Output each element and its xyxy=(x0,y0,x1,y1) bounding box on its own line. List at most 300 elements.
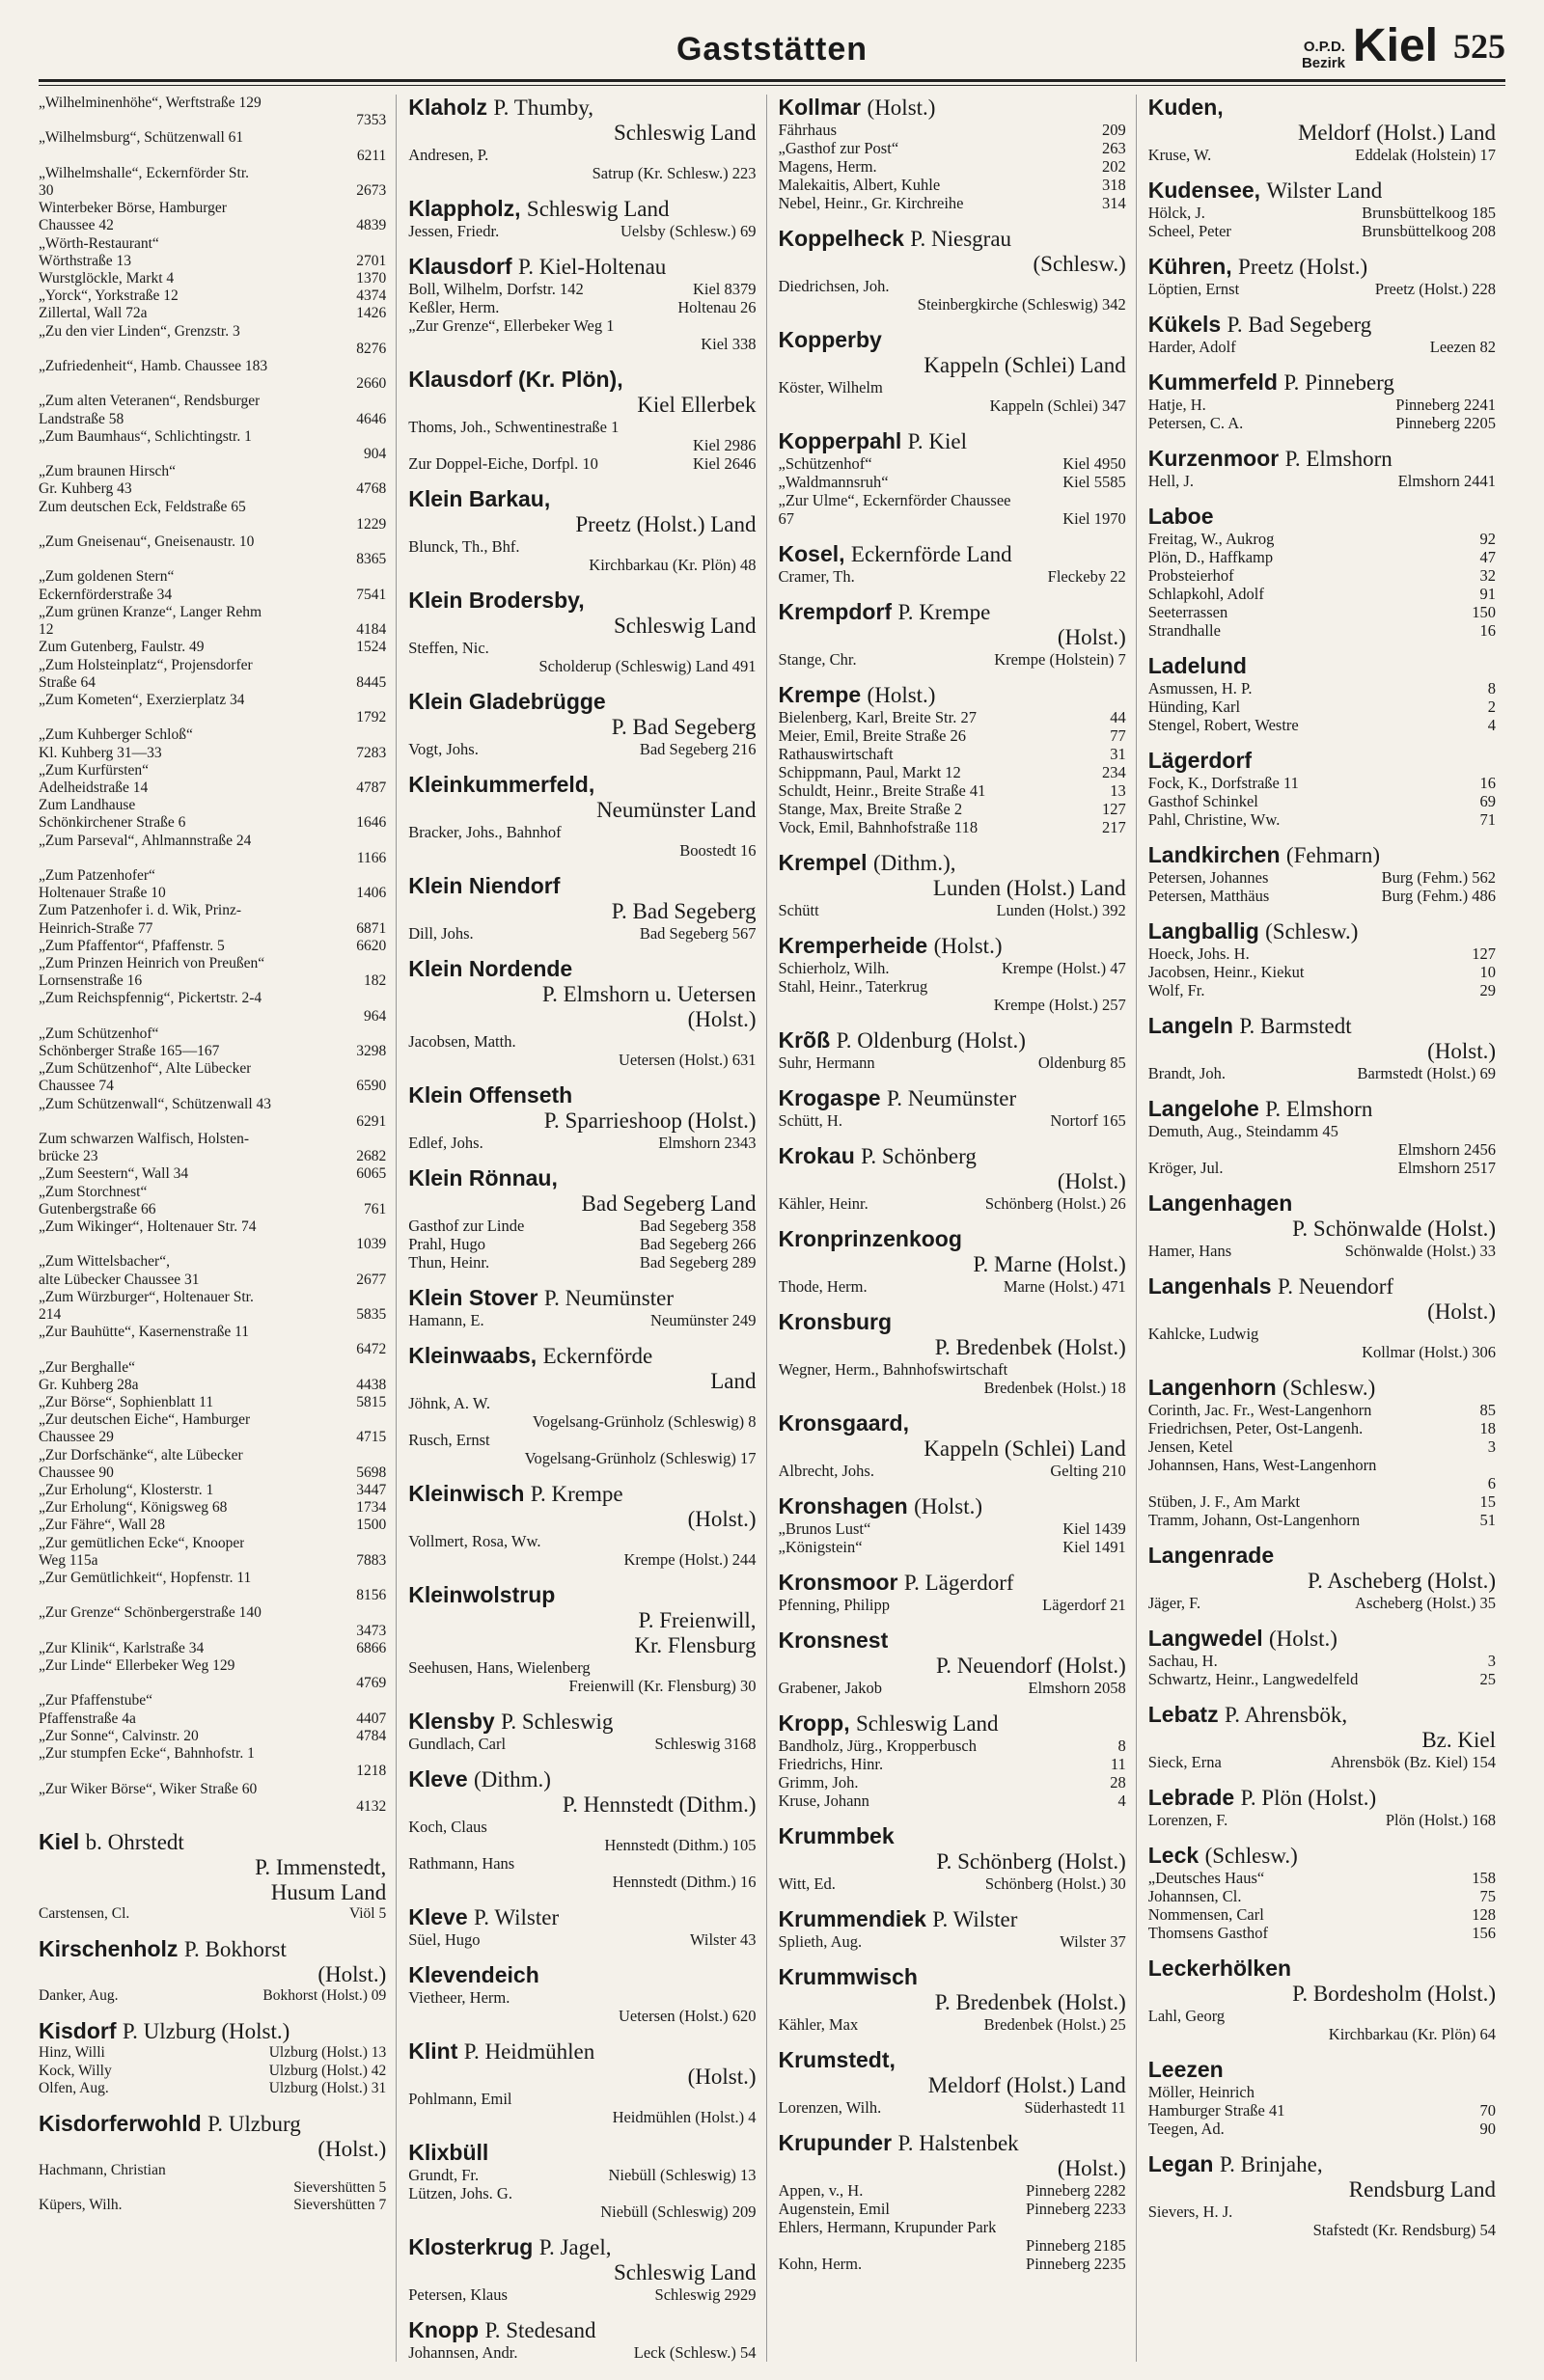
entry-name: Pohlmann, Emil xyxy=(408,2090,512,2108)
entry-phone: 1370 xyxy=(356,270,387,287)
entry-name: „Zum Baumhaus“, Schlichtingstr. 1 xyxy=(39,427,252,445)
entry-name: Küpers, Wilh. xyxy=(39,2197,123,2214)
place-block xyxy=(408,1082,756,1152)
entry-phone: 150 xyxy=(1472,603,1496,621)
entry-row xyxy=(39,428,386,446)
entry-name: Pfenning, Philipp xyxy=(778,1596,891,1614)
entry-row xyxy=(1148,1242,1496,1260)
place-block xyxy=(408,486,756,574)
place-subheading: P. Bad Segeberg xyxy=(611,715,757,739)
entry-row xyxy=(1148,774,1496,792)
entry-row xyxy=(408,298,756,316)
entry-row xyxy=(1148,1456,1496,1474)
place-heading xyxy=(1148,1543,1496,1569)
entry-name: Lorenzen, F. xyxy=(1147,1811,1228,1829)
place-name: Krupunder xyxy=(778,2130,893,2155)
place-block xyxy=(408,1165,756,1272)
entry-row xyxy=(779,1792,1126,1810)
place-name: Klausdorf (Kr. Plön), xyxy=(408,367,623,392)
place-block xyxy=(1148,653,1496,734)
entry-name: Johannsen, Hans, West-Langenhorn xyxy=(1147,1456,1377,1474)
entry-row xyxy=(1148,1492,1496,1511)
entry-row xyxy=(39,463,386,480)
entry-name: Hatje, H. xyxy=(1147,396,1206,414)
entry-name: Hamburger Straße 41 xyxy=(1147,2101,1285,2120)
entry-row xyxy=(408,2285,756,2304)
place-subheading: Schleswig Land xyxy=(613,2260,757,2284)
entry-phone: 3298 xyxy=(356,1042,387,1059)
place-heading xyxy=(1148,1843,1496,1869)
entry-name: Harder, Adolf xyxy=(1147,338,1236,356)
place-name: Krogaspe xyxy=(778,1085,881,1110)
entry-phone: 5835 xyxy=(356,1306,387,1324)
entry-phone: 6871 xyxy=(356,919,387,937)
entry-phone: Pinneberg 2282 xyxy=(1026,2181,1126,2200)
place-name: Lägerdorf xyxy=(1147,748,1253,773)
entry-phone: 209 xyxy=(1102,121,1126,139)
place-heading xyxy=(1148,1273,1496,1299)
entry-row xyxy=(779,708,1126,726)
entry-name: Blunck, Th., Bhf. xyxy=(408,537,520,556)
entry-row xyxy=(1148,338,1496,356)
place-heading xyxy=(408,1285,756,1311)
place-heading xyxy=(408,2140,756,2166)
entry-phone: Krempe (Holst.) 47 xyxy=(1001,959,1126,977)
place-name: Kollmar xyxy=(778,95,862,120)
place-name: Kronprinzenkoog xyxy=(778,1226,962,1251)
place-postal: P. Halstenbek xyxy=(897,2131,1019,2155)
entry-row xyxy=(39,1043,386,1060)
place-name: Legan xyxy=(1147,2151,1214,2176)
entry-name: Jacobsen, Heinr., Kiekut xyxy=(1147,963,1305,981)
entry-row xyxy=(39,1253,386,1271)
entry-row xyxy=(408,280,756,298)
place-postal: P. Lägerdorf xyxy=(903,1571,1014,1595)
directory-columns xyxy=(39,95,1505,2362)
place-block xyxy=(39,2018,386,2097)
place-block xyxy=(39,95,386,1816)
place-name: Klaholz xyxy=(408,95,488,120)
entry-name: „Zur Gemütlichkeit“, Hopfenstr. 11 xyxy=(39,1570,252,1587)
entry-name: Vietheer, Herm. xyxy=(408,1988,510,2007)
entry-phone: Schleswig 2929 xyxy=(654,2285,757,2304)
entry-phone: Bad Segeberg 216 xyxy=(639,740,757,758)
entry-name: „Zur gemütlichen Ecke“, Knooper xyxy=(39,1534,245,1551)
entry-row xyxy=(39,639,386,656)
entry-name: Chaussee 29 xyxy=(39,1429,114,1446)
entry-row xyxy=(408,316,756,335)
entry-name: Stüben, J. F., Am Markt xyxy=(1147,1492,1301,1511)
entry-row xyxy=(408,1988,756,2007)
entry-phone: Brunsbüttelkoog 208 xyxy=(1362,222,1496,240)
place-subheading: Preetz (Holst.) Land xyxy=(575,512,757,536)
entry-name: „Zur Linde“ Ellerbeker Weg 129 xyxy=(39,1657,235,1675)
place-name: Klein Brodersby, xyxy=(408,588,585,613)
place-heading xyxy=(39,1829,386,1855)
entry-row xyxy=(39,2063,386,2080)
entry-phone: 32 xyxy=(1479,566,1496,585)
place-name: Langwedel xyxy=(1147,1626,1263,1651)
place-name: Kleve xyxy=(408,1766,468,1792)
entry-row xyxy=(39,480,386,498)
entry-phone: 8 xyxy=(1487,679,1496,698)
entry-row xyxy=(1148,1869,1496,1887)
entry-phone: 904 xyxy=(364,446,387,463)
entry-row xyxy=(1148,1122,1496,1140)
entry-phone: Satrup (Kr. Schlesw.) 223 xyxy=(592,164,757,182)
entry-phone: Fleckeby 22 xyxy=(1047,567,1126,586)
entry-name: „Zur Klinik“, Karlstraße 34 xyxy=(39,1639,205,1656)
place-block xyxy=(1148,254,1496,298)
place-block xyxy=(408,1709,756,1753)
place-block xyxy=(408,2038,756,2126)
place-heading xyxy=(779,2130,1126,2156)
place-subheading: (Holst.) xyxy=(687,1007,757,1031)
place-subheading: Meldorf (Holst.) Land xyxy=(927,2073,1126,2097)
place-name: Leck xyxy=(1147,1843,1199,1868)
entry-name: „Zum Schützenhof“ xyxy=(39,1025,159,1042)
entry-row xyxy=(1148,1652,1496,1670)
entry-name: „Zum Gneisenau“, Gneisenaustr. 10 xyxy=(39,533,255,551)
entry-name: Vogt, Johs. xyxy=(408,740,479,758)
place-heading xyxy=(1148,2151,1496,2177)
entry-phone: 182 xyxy=(364,972,387,990)
place-name: Kisdorf xyxy=(39,2018,117,2044)
entry-phone: 3 xyxy=(1487,1652,1496,1670)
place-heading xyxy=(1148,1626,1496,1652)
place-subheading: P. Schönwalde (Holst.) xyxy=(1292,1217,1496,1241)
entry-name: „Zum Reichspfennig“, Pickertstr. 2-4 xyxy=(39,990,262,1007)
place-heading xyxy=(408,873,756,899)
place-heading xyxy=(408,254,756,280)
entry-name: „Zu den vier Linden“, Grenzstr. 3 xyxy=(39,322,240,340)
entry-row xyxy=(39,1499,386,1517)
place-name: Krempe xyxy=(778,682,862,707)
place-postal: (Holst.) xyxy=(1269,1627,1337,1651)
place-block xyxy=(779,428,1126,528)
entry-name: Danker, Aug. xyxy=(39,1987,119,2005)
entry-row xyxy=(1148,1887,1496,1905)
entry-phone: Boostedt 16 xyxy=(679,841,757,860)
entry-name: Kähler, Max xyxy=(778,2015,859,2034)
place-block xyxy=(39,1936,386,2005)
entry-row xyxy=(1148,963,1496,981)
entry-row xyxy=(1148,679,1496,698)
place-name: Krummendiek xyxy=(778,1906,926,1931)
entry-row xyxy=(1148,222,1496,240)
entry-phone: 6 xyxy=(1487,1474,1496,1492)
entry-phone: Uetersen (Holst.) 631 xyxy=(618,1051,757,1069)
place-subheading: P. Hennstedt (Dithm.) xyxy=(562,1792,757,1817)
entry-phone: Steinbergkirche (Schleswig) 342 xyxy=(917,295,1126,314)
entry-name: Boll, Wilhelm, Dorfstr. 142 xyxy=(408,280,584,298)
column-1 xyxy=(39,95,397,2362)
entry-name: brücke 23 xyxy=(39,1148,98,1165)
entry-phone: Oldenburg 85 xyxy=(1037,1053,1126,1072)
entry-phone: Bredenbek (Holst.) 18 xyxy=(983,1379,1126,1397)
place-name: Laboe xyxy=(1147,504,1214,529)
entry-phone: Bredenbek (Holst.) 25 xyxy=(983,2015,1126,2034)
entry-row xyxy=(1148,603,1496,621)
place-postal: P. Elmshorn xyxy=(1265,1097,1373,1121)
entry-row xyxy=(39,726,386,744)
entry-phone: 7541 xyxy=(356,586,387,603)
place-postal: P. Wilster xyxy=(932,1907,1018,1931)
entry-name: Schwartz, Heinr., Langwedelfeld xyxy=(1147,1670,1359,1688)
place-name: Kronsburg xyxy=(778,1309,893,1334)
entry-row xyxy=(39,499,386,516)
place-name: Langeln xyxy=(1147,1013,1233,1038)
entry-row xyxy=(779,2098,1126,2117)
entry-name: Grundt, Fr. xyxy=(408,2166,480,2184)
place-block xyxy=(408,873,756,943)
place-subheading: Schleswig Land xyxy=(613,121,757,145)
place-heading xyxy=(779,1226,1126,1252)
entry-phone: 1646 xyxy=(356,814,387,832)
entry-phone: 18 xyxy=(1479,1419,1496,1437)
entry-row xyxy=(39,972,386,990)
entry-name: Heinrich-Straße 77 xyxy=(39,919,153,937)
place-name: Krummwisch xyxy=(778,1964,918,1989)
place-postal: P. Heidmühlen xyxy=(463,2039,595,2064)
place-postal: (Schlesw.) xyxy=(1265,919,1359,944)
place-name: Langenhals xyxy=(1147,1273,1272,1299)
place-subheading: Bad Segeberg Land xyxy=(581,1191,757,1216)
entry-name: Stengel, Robert, Westre xyxy=(1147,716,1299,734)
place-postal: P. Plön (Holst.) xyxy=(1240,1786,1377,1810)
entry-name: „Zum grünen Kranze“, Langer Rehm xyxy=(39,603,262,620)
entry-name: „Zum Schützenhof“, Alte Lübecker xyxy=(39,1060,252,1078)
entry-phone: 4 xyxy=(1117,1792,1126,1810)
entry-name: „Zum Wittelsbacher“, xyxy=(39,1253,170,1271)
entry-row xyxy=(1148,2202,1496,2221)
place-block xyxy=(408,2234,756,2304)
entry-row xyxy=(39,762,386,780)
place-heading xyxy=(1148,312,1496,338)
entry-phone: 1500 xyxy=(356,1517,387,1534)
page-region xyxy=(1302,21,1505,71)
entry-row xyxy=(408,1253,756,1272)
entry-row xyxy=(1148,1325,1496,1343)
entry-name: Edlef, Johs. xyxy=(408,1134,483,1152)
place-postal: P. Thumby, xyxy=(493,96,593,120)
place-block xyxy=(1148,1375,1496,1529)
place-name: Krummbek xyxy=(778,1823,895,1848)
entry-name: 12 xyxy=(39,621,54,639)
entry-name: Lützen, Johs. G. xyxy=(408,2184,512,2202)
place-block xyxy=(779,599,1126,669)
place-heading xyxy=(1148,369,1496,396)
entry-row xyxy=(1148,698,1496,716)
entry-row xyxy=(39,182,386,200)
entry-name: Thoms, Joh., Schwentinestraße 1 xyxy=(408,418,620,436)
entry-name: Koch, Claus xyxy=(408,1818,487,1836)
place-subheading: P. Immenstedt, xyxy=(255,1854,387,1879)
place-postal: P. Schleswig xyxy=(501,1710,614,1734)
entry-row xyxy=(39,902,386,919)
entry-row xyxy=(408,823,756,841)
place-block xyxy=(39,1829,386,1923)
entry-row xyxy=(408,1658,756,1677)
entry-phone: 6291 xyxy=(356,1112,387,1130)
entry-name: Freitag, W., Aukrog xyxy=(1147,530,1275,548)
entry-row xyxy=(408,1235,756,1253)
entry-row xyxy=(1148,1064,1496,1082)
entry-row xyxy=(1148,472,1496,490)
entry-name: „Wilhelminenhöhe“, Werftstraße 129 xyxy=(39,95,262,111)
entry-row xyxy=(1148,2083,1496,2101)
entry-phone: Leck (Schlesw.) 54 xyxy=(633,2343,757,2362)
entry-row xyxy=(39,920,386,938)
entry-row xyxy=(39,990,386,1007)
place-block xyxy=(39,2111,386,2215)
entry-name: Eckernförderstraße 34 xyxy=(39,586,173,603)
place-block xyxy=(408,254,756,353)
entry-phone: Scholderup (Schleswig) Land 491 xyxy=(538,657,757,675)
entry-phone: Schönwalde (Holst.) 33 xyxy=(1344,1242,1496,1260)
entry-phone: Krempe (Holst.) 244 xyxy=(623,1550,757,1569)
place-name: Kuden, xyxy=(1147,95,1224,120)
entry-name: Schierholz, Wilh. xyxy=(778,959,890,977)
place-name: Klein Nordende xyxy=(408,956,573,981)
entry-phone: Kappeln (Schlei) 347 xyxy=(989,397,1126,415)
place-subheading: P. Ascheberg (Holst.) xyxy=(1307,1569,1496,1593)
region-name: Kiel xyxy=(1352,20,1438,71)
place-heading xyxy=(1148,178,1496,204)
place-block xyxy=(1148,1543,1496,1612)
entry-phone: 3 xyxy=(1487,1437,1496,1456)
entry-phone: Lägerdorf 21 xyxy=(1042,1596,1126,1614)
entry-name: Schönkirchener Straße 6 xyxy=(39,814,186,832)
entry-name: Zillertal, Wall 72a xyxy=(39,305,148,322)
entry-phone: 1734 xyxy=(356,1499,387,1517)
entry-name: Gasthof zur Linde xyxy=(408,1217,525,1235)
entry-phone: Heidmühlen (Holst.) 4 xyxy=(612,2108,757,2126)
place-name: Langelohe xyxy=(1147,1096,1259,1121)
place-heading xyxy=(408,689,756,715)
entry-row xyxy=(779,800,1126,818)
entry-phone: 91 xyxy=(1479,585,1496,603)
place-block xyxy=(779,1628,1126,1697)
entry-row xyxy=(39,692,386,709)
entry-row xyxy=(1148,396,1496,414)
entry-phone: Vogelsang-Grünholz (Schleswig) 17 xyxy=(524,1449,757,1467)
place-block xyxy=(779,1143,1126,1213)
entry-name: „Wörth-Restaurant“ xyxy=(39,234,159,252)
entry-row xyxy=(408,146,756,164)
place-block xyxy=(408,1481,756,1569)
entry-row xyxy=(39,1026,386,1043)
entry-row xyxy=(779,176,1126,194)
entry-phone: Ascheberg (Holst.) 35 xyxy=(1355,1594,1496,1612)
place-heading xyxy=(1148,842,1496,868)
entry-name: Stahl, Heinr., Taterkrug xyxy=(778,977,928,996)
entry-name: Adelheidstraße 14 xyxy=(39,779,149,796)
entry-phone: Bad Segeberg 289 xyxy=(639,1253,757,1272)
entry-row xyxy=(39,533,386,551)
entry-phone: 25 xyxy=(1479,1670,1496,1688)
place-name: Lebrade xyxy=(1147,1785,1235,1810)
entry-name: Rusch, Ernst xyxy=(408,1431,490,1449)
place-subheading: Kiel Ellerbek xyxy=(637,393,757,417)
page-number: 525 xyxy=(1453,27,1505,66)
place-name: Kronsmoor xyxy=(778,1570,898,1595)
entry-row xyxy=(408,537,756,556)
place-postal: P. Bad Segeberg xyxy=(1227,313,1372,337)
entry-phone: Brunsbüttelkoog 185 xyxy=(1362,204,1496,222)
entry-name: Petersen, Klaus xyxy=(408,2285,508,2304)
place-subheading: P. Bordesholm (Holst.) xyxy=(1292,1982,1496,2006)
entry-row xyxy=(779,1596,1126,1614)
entry-name: Wörthstraße 13 xyxy=(39,252,131,269)
entry-phone: Kirchbarkau (Kr. Plön) 48 xyxy=(589,556,757,574)
entry-phone: 3447 xyxy=(356,1482,387,1499)
entry-phone: Wilster 37 xyxy=(1060,1932,1126,1951)
entry-row xyxy=(779,1755,1126,1773)
place-heading xyxy=(1148,1096,1496,1122)
entry-name: Augenstein, Emil xyxy=(778,2200,890,2218)
place-postal: P. Ulzburg (Holst.) xyxy=(122,2019,290,2044)
place-heading xyxy=(779,1628,1126,1654)
entry-name: 214 xyxy=(39,1306,62,1324)
entry-phone: Bokhorst (Holst.) 09 xyxy=(262,1987,387,2005)
entry-row xyxy=(779,781,1126,800)
entry-phone: 4646 xyxy=(356,410,387,427)
place-heading xyxy=(408,95,756,121)
place-block xyxy=(408,689,756,758)
place-block xyxy=(408,95,756,182)
place-heading xyxy=(39,1936,386,1962)
entry-name: Grabener, Jakob xyxy=(778,1679,882,1697)
place-heading xyxy=(408,1481,756,1507)
entry-phone: Schönberg (Holst.) 30 xyxy=(984,1874,1126,1893)
entry-row xyxy=(779,745,1126,763)
entry-phone: 156 xyxy=(1472,1924,1496,1942)
entry-name: Gasthof Schinkel xyxy=(1147,792,1258,810)
place-name: Krokau xyxy=(778,1143,855,1168)
entry-row xyxy=(39,674,386,692)
place-postal: (Holst.) xyxy=(933,934,1003,958)
entry-name: Gr. Kuhberg 43 xyxy=(39,480,132,498)
place-block xyxy=(779,1823,1126,1893)
entry-phone: 16 xyxy=(1479,774,1496,792)
entry-name: Köster, Wilhelm xyxy=(778,378,883,397)
place-heading xyxy=(779,933,1126,959)
entry-row xyxy=(779,977,1126,996)
entry-row xyxy=(779,2255,1126,2273)
entry-row xyxy=(1148,146,1496,164)
entry-row xyxy=(1148,716,1496,734)
place-postal: (Dithm.), xyxy=(872,851,956,875)
entry-phone: Holtenau 26 xyxy=(677,298,757,316)
entry-name: Seeterrassen xyxy=(1147,603,1228,621)
place-postal: P. Elmshorn xyxy=(1284,447,1392,471)
entry-phone: 77 xyxy=(1110,726,1126,745)
entry-row xyxy=(39,1728,386,1745)
place-block xyxy=(779,1309,1126,1397)
entry-row xyxy=(779,1194,1126,1213)
entry-row xyxy=(1148,868,1496,887)
place-block xyxy=(779,1027,1126,1072)
entry-phone: 263 xyxy=(1102,139,1126,157)
place-postal: Schleswig Land xyxy=(856,1711,999,1736)
entry-name: „Zur Erholung“, Königsweg 68 xyxy=(39,1499,228,1517)
place-heading xyxy=(1148,1375,1496,1401)
place-subheading: (Holst.) xyxy=(1057,625,1126,649)
place-block xyxy=(1148,2151,1496,2239)
entry-name: Wolf, Fr. xyxy=(1147,981,1205,999)
entry-phone: 4132 xyxy=(356,1797,387,1815)
